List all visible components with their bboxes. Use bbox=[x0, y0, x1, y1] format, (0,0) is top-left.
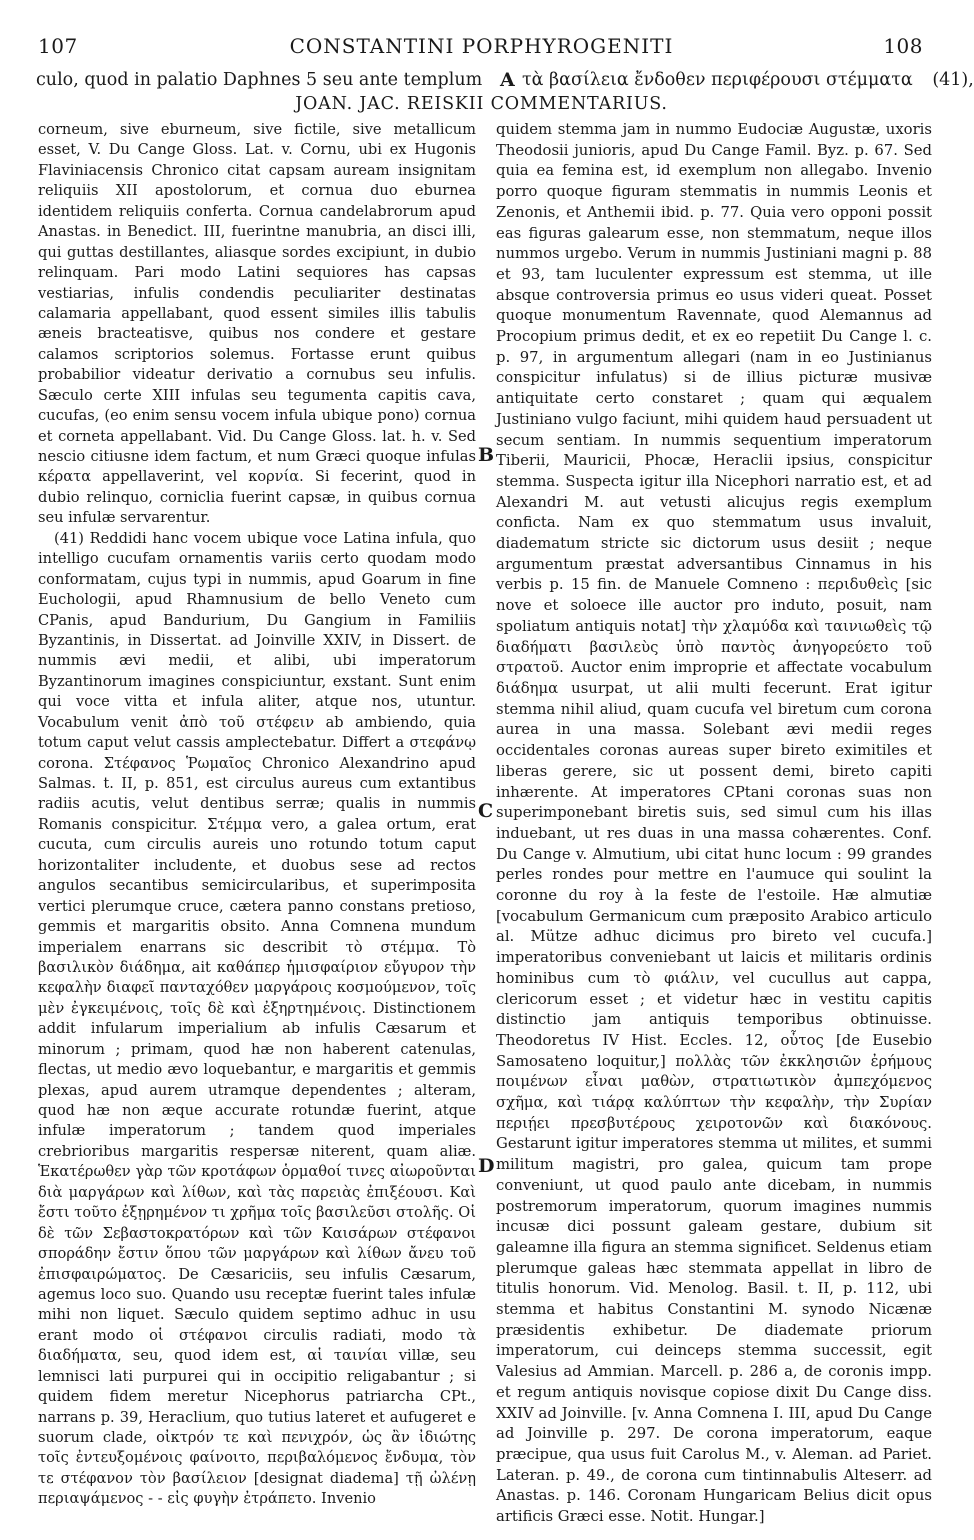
page-number-left: 107 bbox=[38, 34, 78, 58]
running-title: CONSTANTINI PORPHYROGENITI bbox=[289, 34, 674, 58]
margin-marker-c: C bbox=[478, 800, 494, 822]
left-paragraph-2: (41) Reddidi hanc vocem ubique voce Latina infula, quo intelligo cucufam ornamentis variis certo quodam modo conformatam, cujus typi in nummis, apud Goarum in fine Euchologii, apud Rhamnusium de bello Veneto cum CPanis, apud Bandurium, Du Gangium in Familiis Byzantinis, in Dissertat. ad Joinville XXIV, in Dissert. de nummis ævi medii, et alibi, ubi imperatorum Byzantinorum imagines conspiciuntur, exstant. Sunt enim qui voce vitta et infula aliter, atque nos, utuntur. Vocabulum venit ἀπὸ τοῦ στέφειν ab ambiendo, quia totum caput velut cassis amplectebatur. Differt a στεφάνῳ corona. Στέφανος Ῥωμαῖος Chronico Alexandrino apud Salmas. t. II, p. 851, est circulus aureus cum extantibus radiis acutis, velut dentibus serræ; qualis in nummis Romanis conspicitur. Στέμμα vero, a galea ortum, erat cucuta, cum circulis aureis uno rotundo totum caput horizontaliter includente, et duobus sese ad rectos angulos secantibus semicircularibus, et superimposita vertici plerumque cruce, cætera panno constans pretioso, gemmis et margaritis obsito. Anna Comnena mundum imperialem enarrans sic describit τὸ στέμμα. Τὸ βασιλικὸν διάδημα, ait καθάπερ ἡμισφαίριον εὔγυρον τὴν κεφαλὴν διαφεῖ πανταχόθεν μαργάροις κοσμούμενον, τοῖς μὲν ἐγκειμένοις, τοῖς δὲ καὶ ἐξηρτημένοις. Distinctionem addit infularum imperialium ab infulis Cæsarum et minorum ; primam, quod hæ non haberent catenulas, flectas, ut medio ævo loquebantur, e margaritis et gemmis plexas, apud aurem utramque dependentes ; alteram, quod hæ non æque accurate rotundæ fuerint, atque infulæ imperatorum ; tandem quod imperiales crebrioribus margaritis respersæ niterent, quam aliæ. Ἑκατέρωθεν γὰρ τῶν κροτάφων ὁρμαθοί τινες αἰωροῦνται διὰ μαργάρων καὶ λίθων, καὶ τὰς παρειὰς ἐπιξέουσι. Καὶ ἔστι τοῦτο ἐξῃρημένον τι χρῆμα τοῖς βασιλεῦσι στολῆς. Οἱ δὲ τῶν Σεβαστοκρατόρων καὶ τῶν Καισάρων στέφανοι σποράδην ἔστιν ὅπου τῶν μαργάρων καὶ λίθων ἄνευ τοῦ ἐπισφαιρώματος. De Cæsariciis, seu infulis Cæsarum, agemus loco suo. Quando usu receptæ fuerint tales infulæ mihi non liquet. Sæculo quidem septimo adhuc in usu erant modo οἱ στέφανοι circulis radiati, modo τὰ διαδήματα, seu, quod idem est, αἱ ταινίαι villæ, seu lemnisci lati purpurei qui in occipitio religabantur ; si quidem fidem meretur Nicephorus patriarcha CPt., narrans p. 39, Heraclium, quo tutius lateret et aufugeret e suorum clade, οἰκτρόν τε καὶ πενιχρόν, ὡς ἂν ἰδιώτης τοῖς ἐντευξομένοις φαίνοιτο, περιβαλόμενος ἔνδυμα, τὸν τε στέφανον τὸν βασίλειον [designat diadema] τῇ ὠλένῃ περιαψάμενος - - εἰς φυγὴν ἐτράπετο. Invenio bbox=[38, 529, 476, 1508]
left-paragraph-1: corneum, sive eburneum, sive fictile, sive metallicum esset, V. Du Cange Gloss. Lat. v. Cornu, ubi ex Hugonis Flaviniacensis Chronico citat capsam auream insignitam reliquiis XII apostolorum, et cornua duo eburnea identidem reliquiis conferta. Cornua candelabrorum apud Anastas. in Benedict. III, fuerintne manubria, an disci illi, qui guttas destillantes, aliasque sordes excipiunt, in dubio relinquam. Pari modo Latini sequiores has capsas vestiarias, infulis condendis peculiariter destinatas calamaria appellabant, quod essent similes illis tabulis æneis bracteatisve, quibus nos condere et gestare calamos scriptorios solemus. Fortasse erunt quibus probabilior videatur derivatio a cornubus seu infulis. Sæculo certe XIII infulas seu tegumenta capitis cava, cucufas, (eo enim sensu vocem infula ubique pono) cornua et corneta appellabant. Vid. Du Cange Gloss. lat. h. v. Sed nescio citiusne idem factum, et num Græci quoque infulas κέρατα appellaverint, vel κορνία. Si fecerint, quod in dubio relinquo, corniclia fuerint capsæ, in quibus cornua seu infulæ servarentur. bbox=[38, 121, 476, 527]
commentary-heading: JOAN. JAC. REISKII COMMENTARIUS. bbox=[295, 94, 668, 114]
left-column bbox=[38, 120, 476, 1510]
margin-marker-a: A bbox=[500, 69, 515, 91]
page-number-right: 108 bbox=[883, 34, 923, 58]
main-text-greek-words: τὰ βασίλεια ἔνδοθεν περιφέρουσι στέμματα bbox=[522, 70, 913, 90]
main-text-greek bbox=[522, 68, 974, 92]
right-column bbox=[496, 120, 932, 1528]
right-paragraph-1: quidem stemma jam in nummo Eudociæ Augustæ, uxoris Theodosii junioris, apud Du Cange Famil. Byz. p. 67. Sed quia ea femina est, id exemplum non allegabo. Invenio porro quoque figuram stemmatis in nummis Leonis et Zenonis, et Anthemii ibid. p. 77. Quia vero opponi possit eas figuras galearum esse, non stemmatum, neque illos nummos urgebo. Verum in nummis Justiniani magni p. 88 et 93, tam luculenter expressum est stemma, ut ille absque controversia primus eo usus videri queat. Posset quoque monumentum Ravennate, quod Alemannus ad Procopium primus dedit, et ex eo repetiit Du Cange l. c. p. 97, in argumentum allegari (nam in eo Justinianus conspicitur infulatus) si de illius picturæ musivæ antiquitate certo constaret ; quam qui æqualem Justiniano vulgo faciunt, mihi quidem haud persuadent ut secum sentiam. In nummis sequentium imperatorum Tiberii, Mauricii, Phocæ, Heraclii ipsius, conspicitur stemma. Suspecta igitur illa Nicephori narratio est, et ad Alexandri M. aut vetusti alicujus regis exemplum conficta. Nam ex quo stemmatum usus invaluit, diadematum stricte sic dictorum usus desiit ; neque argumentum præstat adversantibus Cinnamus in his verbis p. 15 fin. de Manuele Comneno : περιδυθεὶς [sic nove et soloece ille auctor pro induto, posuit, nam spoliatum antiquis notat] τὴν χλαμύδα καὶ ταινιωθεὶς τῷ διαδήματι βασιλεὺς ὑπὸ παντὸς ἀνηγορεύετο τοῦ στρατοῦ. Auctor enim improprie et affectate vocabulum διάδημα usurpat, ut alii multi fecerunt. Erat igitur stemma nihil aliud, quam cucufa vel biretum cum corona aurea in una massa. Solebant ævi medii reges occidentales coronas aureas super bireto eximitiles et liberas gerere, sic ut possent demi, bireto capiti inhærente. At imperatores CPtani coronas suas non superimponebant biretis suis, sed simul cum his illas induebant, ut res duas in una massa cohærentes. Conf. Du Cange v. Almutium, ubi citat hunc locum : 99 grandes perles rondes pour mettre en l'aumuce qui soulint la coronne du roy à la feste de l'estoile. Hæ almutiæ [vocabulum Germanicum cum præposito Arabico articulo al. Mütze adhuc dicimus pro bireto vel cucufa.] imperatoribus conveniebant ut laicis et militaris ordinis hominibus cum τὸ φιάλιν, vel cucullus aut cappa, clericorum esset ; et videtur hæc in vestitu capitis distinctio jam antiquis temporibus obtinuisse. Theodoretus IV Hist. Eccles. 12, οὗτος [de Eusebio Samosateno loquitur,] πολλὰς τῶν ἐκκλησιῶν ἐρήμους ποιμένων εἶναι μαθὼν, στρατιωτικὸν ἀμπεχόμενος σχῆμα, καὶ τιάρᾳ καλύπτων τὴν κεφαλὴν, τὴν Συρίαν περιῄει πρεσβυτέρους χειροτονῶν καὶ διακόνους. Gestarunt igitur imperatores stemma ut milites, et summi militum magistri, pro galea, quicum tam prope conveniunt, ut quod paulo ante dicebam, in nummis postremorum imperatorum, quorum imagines nummis incusæ dici possunt galeam gestare, dubium sit galeamne illa figura an stemma significet. Seldenus etiam plerumque galeas hæc stemmata appellat in libro de titulis honorum. Vid. Menolog. Basil. t. II, p. 112, ubi stemma et habitus Constantini M. synodo Nicænæ præsidentis exhibetur. De diademate priorum imperatorum, cui deinceps stemma successit, egit Valesius ad Ammian. Marcell. p. 286 a, de coronis impp. et regum antiquis novisque copiose dixit Du Cange diss. XXIV ad Joinville. [v. Anna Comnena I. III, apud Du Cange ad Joinville p. 297. De corona imperatorum, eaque præcipue, qua usus fuit Carolus M., v. Aleman. ad Pariet. Lateran. p. 49., de corona cum tintinnabulis Alteserr. ad Anastas. p. 146. Coronam Hungaricam Belius dicit opus artificis Græci esse. Notit. Hungar.] bbox=[496, 121, 932, 1526]
margin-marker-d: D bbox=[478, 1155, 495, 1177]
main-text-latin: culo, quod in palatio Daphnes 5 seu ante templum bbox=[36, 70, 483, 90]
margin-marker-b: B bbox=[478, 444, 495, 466]
footnote-ref: (41), bbox=[932, 70, 974, 90]
